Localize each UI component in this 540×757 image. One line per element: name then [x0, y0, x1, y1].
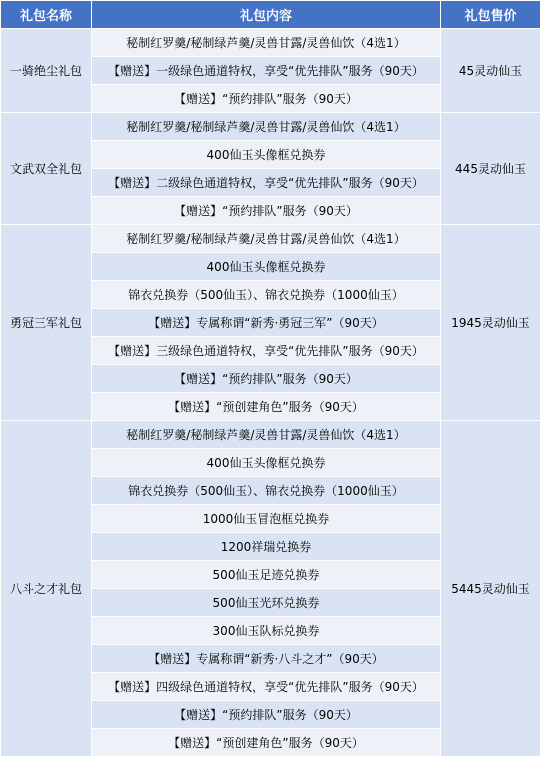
- package-item: 【赠送】“预约排队”服务（90天）: [92, 365, 441, 393]
- package-item: 秘制红罗羹/秘制绿芦羹/灵兽甘露/灵兽仙饮（4选1）: [92, 225, 441, 253]
- package-item: 【赠送】四级绿色通道特权，享受“优先排队”服务（90天）: [92, 673, 441, 701]
- package-item: 【赠送】“预约排队”服务（90天）: [92, 197, 441, 225]
- package-price: 1945灵动仙玉: [441, 225, 540, 421]
- package-item: 【赠送】专属称谓“新秀·八斗之才”（90天）: [92, 645, 441, 673]
- package-item: 锦衣兑换券（500仙玉）、锦衣兑换券（1000仙玉）: [92, 281, 441, 309]
- package-item: 【赠送】一级绿色通道特权，享受“优先排队”服务（90天）: [92, 57, 441, 85]
- package-item: 秘制红罗羹/秘制绿芦羹/灵兽甘露/灵兽仙饮（4选1）: [92, 113, 441, 141]
- package-item: 400仙玉头像框兑换券: [92, 449, 441, 477]
- package-item: 锦衣兑换券（500仙玉）、锦衣兑换券（1000仙玉）: [92, 477, 441, 505]
- package-name: 文武双全礼包: [1, 113, 92, 225]
- package-item: 【赠送】“预创建角色”服务（90天）: [92, 393, 441, 421]
- package-price: 45灵动仙玉: [441, 29, 540, 113]
- package-item: 【赠送】二级绿色通道特权，享受“优先排队”服务（90天）: [92, 169, 441, 197]
- package-name: 八斗之才礼包: [1, 421, 92, 757]
- package-item: 【赠送】专属称谓“新秀·勇冠三军”（90天）: [92, 309, 441, 337]
- package-item: 【赠送】“预约排队”服务（90天）: [92, 701, 441, 729]
- package-item: 400仙玉头像框兑换券: [92, 253, 441, 281]
- package-name: 一骑绝尘礼包: [1, 29, 92, 113]
- header-row: [1, 1, 540, 29]
- package-price: 5445灵动仙玉: [441, 421, 540, 757]
- package-item: 400仙玉头像框兑换券: [92, 141, 441, 169]
- package-item: 秘制红罗羹/秘制绿芦羹/灵兽甘露/灵兽仙饮（4选1）: [92, 421, 441, 449]
- package-item: 秘制红罗羹/秘制绿芦羹/灵兽甘露/灵兽仙饮（4选1）: [92, 29, 441, 57]
- package-item: 【赠送】“预创建角色”服务（90天）: [92, 729, 441, 757]
- package-item: 500仙玉足迹兑换券: [92, 561, 441, 589]
- package-item: 300仙玉队标兑换券: [92, 617, 441, 645]
- package-item: 500仙玉光环兑换券: [92, 589, 441, 617]
- package-item: 【赠送】“预约排队”服务（90天）: [92, 85, 441, 113]
- package-item: 【赠送】三级绿色通道特权，享受“优先排队”服务（90天）: [92, 337, 441, 365]
- header-package-name: 礼包名称: [1, 1, 92, 29]
- package-item: 1200祥瑞兑换券: [92, 533, 441, 561]
- package-item: 1000仙玉冒泡框兑换券: [92, 505, 441, 533]
- header-package-content: 礼包内容: [92, 1, 441, 29]
- package-price: 445灵动仙玉: [441, 113, 540, 225]
- header-package-price: 礼包售价: [441, 1, 540, 29]
- package-name: 勇冠三军礼包: [1, 225, 92, 421]
